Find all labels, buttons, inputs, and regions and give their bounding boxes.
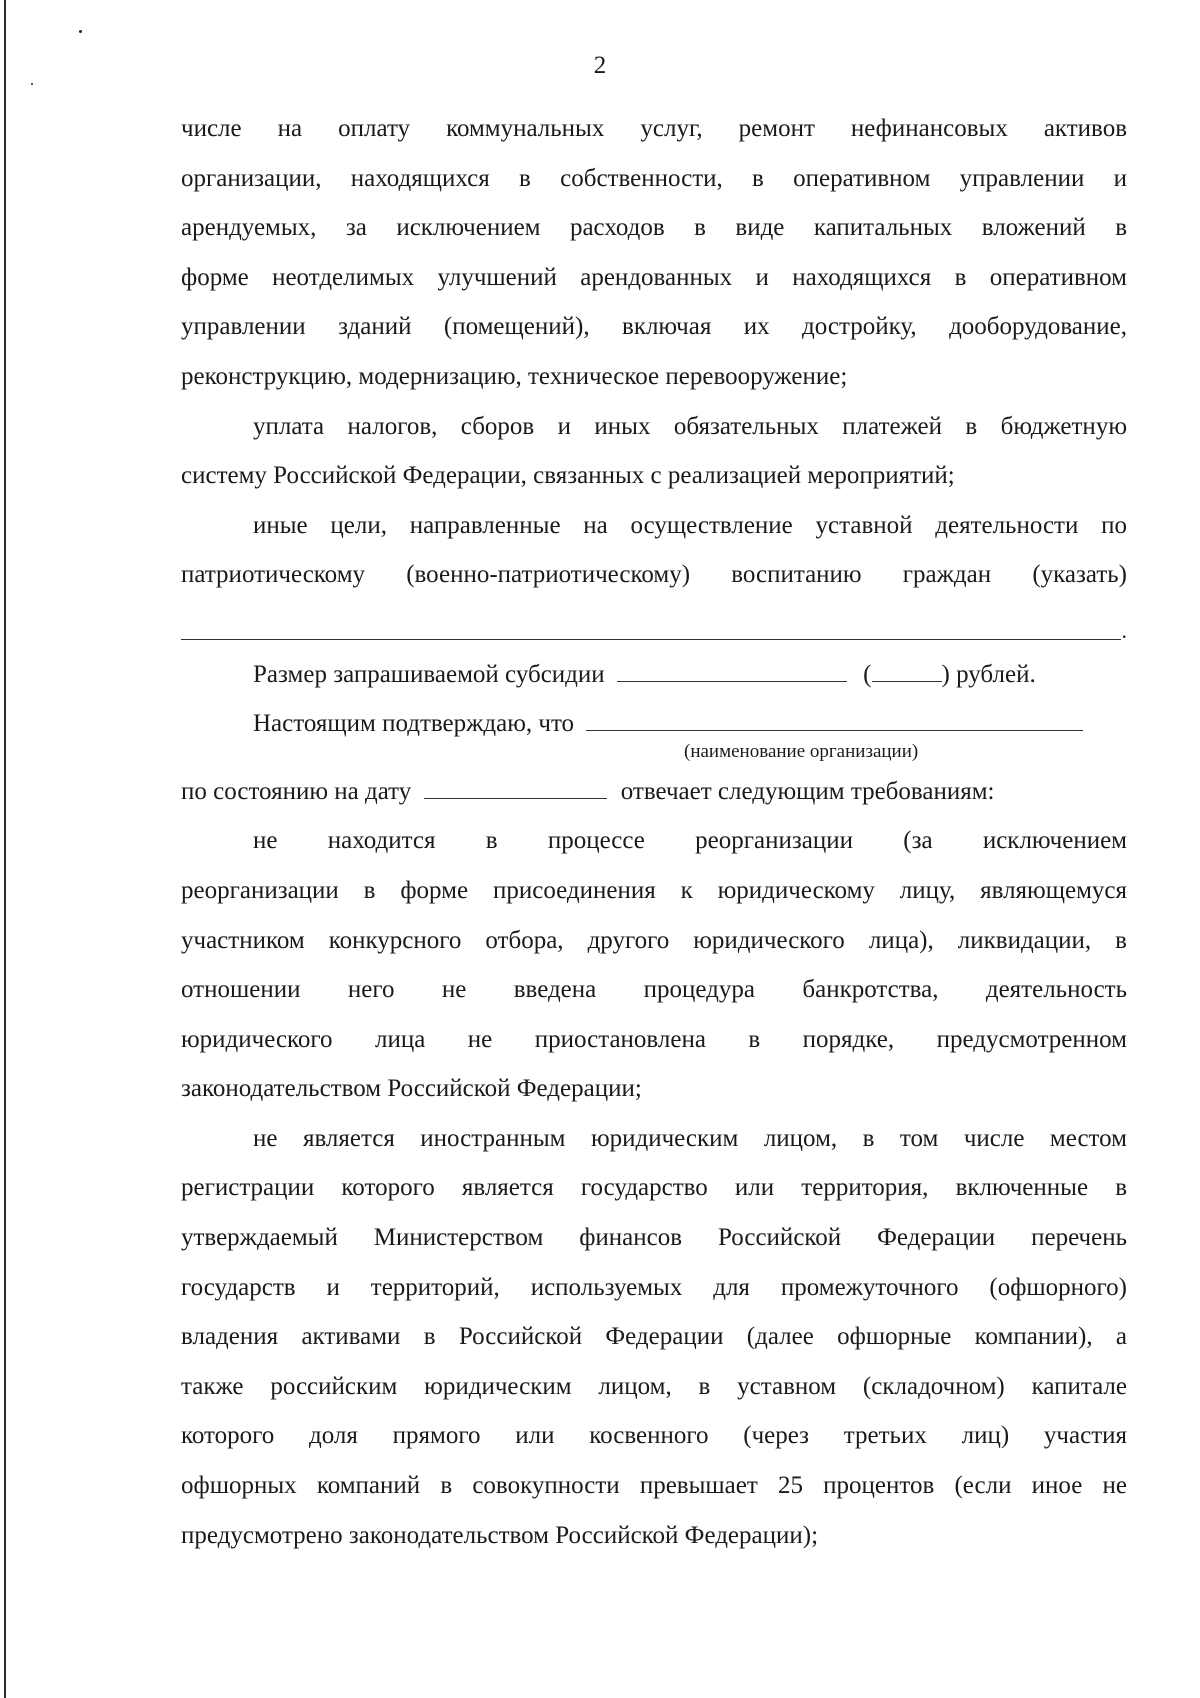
text-line: которого доля прямого или косвенного (через третьих лиц) участия bbox=[181, 1422, 1127, 1450]
rubles-label: ) рублей. bbox=[941, 660, 1036, 688]
scan-speck bbox=[31, 83, 33, 85]
date-label: по состоянию на дату bbox=[181, 777, 412, 805]
text-line: форме неотделимых улучшений арендованных и находящихся в оперативном bbox=[181, 263, 1127, 291]
text-line: реконструкцию, модернизацию, техническое перевооружение; bbox=[181, 362, 848, 390]
date-row bbox=[181, 767, 1127, 817]
subsidy-amount-words-field[interactable] bbox=[872, 657, 942, 682]
text-line: законодательством Российской Федерации; bbox=[181, 1075, 642, 1103]
subsidy-amount-label: Размер запрашиваемой субсидии bbox=[253, 660, 605, 688]
text-line: регистрации которого является государство или территория, включенные в bbox=[181, 1174, 1127, 1202]
period-mark: . bbox=[1121, 617, 1127, 643]
text-line: управлении зданий (помещений), включая их достройку, дооборудование, bbox=[181, 313, 1127, 341]
date-field[interactable] bbox=[424, 774, 607, 799]
text-line: систему Российской Федерации, связанных с реализацией мероприятий; bbox=[181, 462, 955, 490]
text-line: офшорных компаний в совокупности превышает 25 процентов (если иное не bbox=[181, 1472, 1127, 1500]
subsidy-amount-row bbox=[181, 650, 1127, 700]
text-line: юридического лица не приостановлена в порядке, предусмотренном bbox=[181, 1025, 1127, 1053]
document-body bbox=[181, 104, 1127, 1560]
organization-name-field[interactable] bbox=[586, 706, 1083, 731]
text-line: реорганизации в форме присоединения к юридическому лицу, являющемуся bbox=[181, 876, 1127, 904]
subsidy-amount-field[interactable] bbox=[617, 657, 847, 682]
text-line: числе на оплату коммунальных услуг, ремонт нефинансовых активов bbox=[181, 115, 1127, 142]
text-line: утверждаемый Министерством финансов Российской Федерации перечень bbox=[181, 1224, 1127, 1252]
requirement-foreign-entity-line: не является иностранным юридическим лицом, в том числе местом bbox=[253, 1124, 1127, 1152]
text-line: патриотическому (военно-патриотическому) воспитанию граждан (указать) bbox=[181, 561, 1127, 589]
blank-line bbox=[181, 639, 1121, 640]
paragraph-taxes-line: уплата налогов, сборов и иных обязательных платежей в бюджетную bbox=[253, 412, 1127, 440]
specify-goals-field[interactable] bbox=[181, 600, 1127, 650]
requirement-reorganization-line: не находится в процессе реорганизации (за исключением bbox=[253, 827, 1127, 855]
confirmation-row bbox=[181, 699, 1127, 749]
organization-name-caption: (наименование организации) bbox=[684, 740, 919, 762]
text-line: также российским юридическим лицом, в уставном (складочном) капитале bbox=[181, 1372, 1127, 1400]
text-line: владения активами в Российской Федерации (далее офшорные компании), а bbox=[181, 1323, 1127, 1351]
text-line: участником конкурсного отбора, другого юридического лица), ликвидации, в bbox=[181, 926, 1127, 954]
text-line: государств и территорий, используемых для промежуточного (офшорного) bbox=[181, 1273, 1127, 1301]
page-number: 2 bbox=[593, 52, 607, 79]
text-line: арендуемых, за исключением расходов в виде капитальных вложений в bbox=[181, 214, 1127, 242]
text-line: организации, находящихся в собственности, в оперативном управлении и bbox=[181, 164, 1127, 192]
text-line: отношении него не введена процедура банкротства, деятельность bbox=[181, 976, 1127, 1004]
scan-speck bbox=[79, 30, 82, 33]
scan-edge-line bbox=[4, 0, 6, 1698]
requirements-label: отвечает следующим требованиям: bbox=[620, 777, 995, 805]
paragraph-other-goals-line: иные цели, направленные на осуществление уставной деятельности по bbox=[253, 511, 1127, 539]
text-line: предусмотрено законодательством Российской Федерации); bbox=[181, 1521, 819, 1549]
confirmation-label: Настоящим подтверждаю, что bbox=[253, 710, 575, 738]
open-paren: ( bbox=[863, 660, 872, 688]
